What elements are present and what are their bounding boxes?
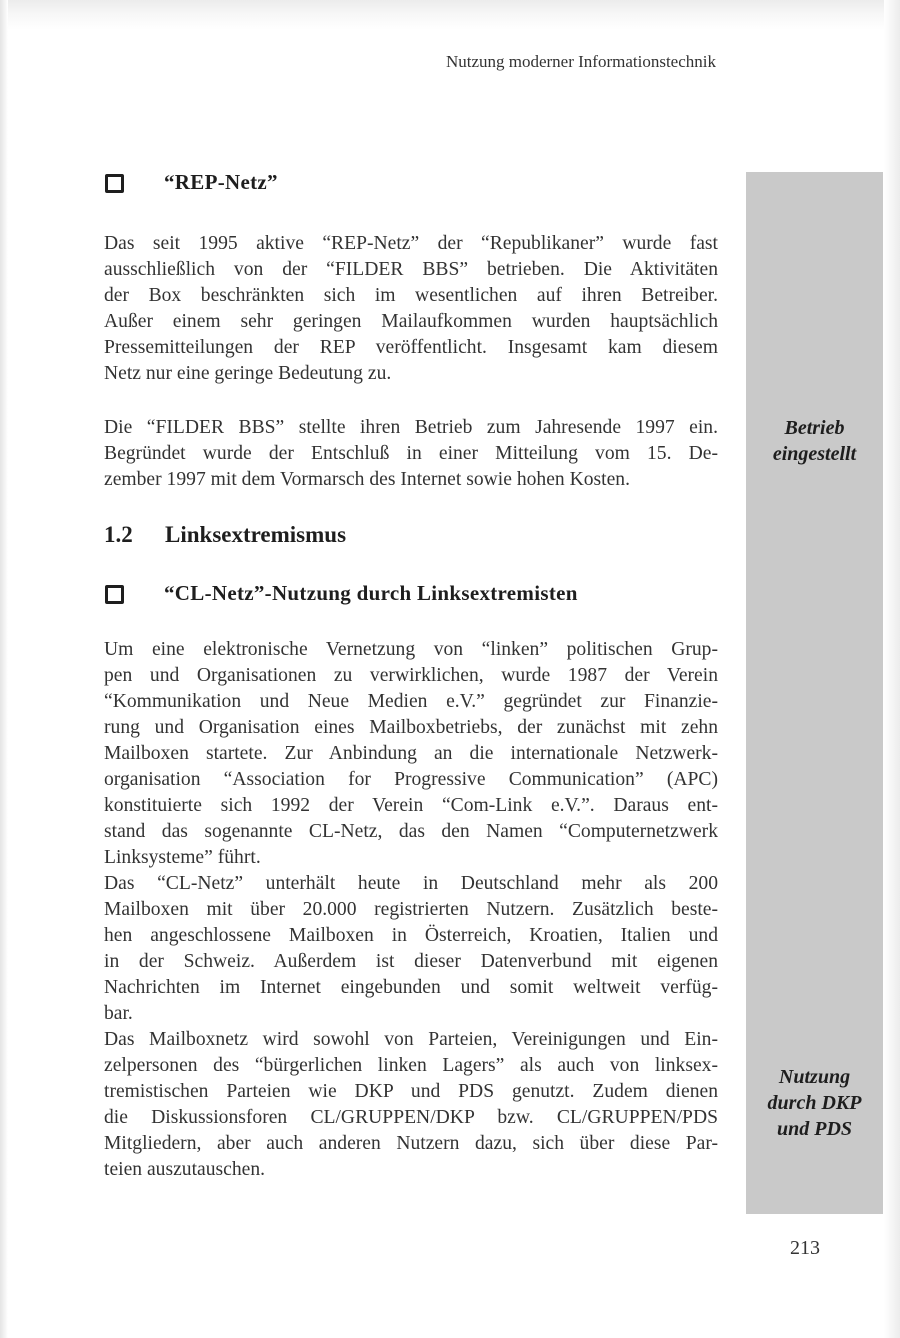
- text-line: Linksysteme” führt.: [104, 847, 261, 868]
- margin-note-betrieb-eingestellt: [746, 415, 883, 467]
- text-line: Außer einem sehr geringen Mailaufkommen wurden hauptsächlich: [104, 311, 718, 332]
- text-line: hen angeschlossene Mailboxen in Österreich, Kroatien, Italien und: [104, 925, 718, 946]
- running-head: Nutzung moderner Informationstechnik: [445, 52, 716, 71]
- text-line: tremistischen Parteien wie DKP und PDS genutzt. Zudem dienen: [104, 1081, 718, 1102]
- text-line: Die “FILDER BBS” stellte ihren Betrieb zum Jahresende 1997 ein.: [104, 417, 718, 438]
- text-line: in der Schweiz. Außerdem ist dieser Datenverbund mit eigenen: [104, 951, 718, 972]
- paragraph-cl-2: [104, 871, 718, 1027]
- text-line: die Diskussionsforen CL/GRUPPEN/DKP bzw. CL/GRUPPEN/PDS: [104, 1107, 718, 1128]
- text-line: bar.: [104, 1003, 133, 1024]
- heading-rep-netz: “REP-Netz”: [164, 170, 278, 194]
- checkbox-bullet-icon: [105, 174, 124, 193]
- text-line: Das “CL-Netz” unterhält heute in Deutschland mehr als 200: [104, 873, 718, 894]
- page-left-shadow: [0, 0, 8, 1338]
- paragraph-cl-3: [104, 1027, 718, 1183]
- page-number: 213: [790, 1237, 820, 1259]
- checkbox-bullet-icon: [105, 585, 124, 604]
- text-line: rung und Organisation eines Mailboxbetriebs, der zunächst mit zehn: [104, 717, 718, 738]
- text-line: konstituierte sich 1992 der Verein “Com-Link e.V.”. Daraus ent-: [104, 795, 718, 816]
- text-line: organisation “Association for Progressive Communication” (APC): [104, 769, 718, 790]
- margin-note-line: Nutzung: [778, 1066, 851, 1088]
- margin-note-line: eingestellt: [772, 443, 857, 465]
- margin-note-nutzung-dkp-pds: [746, 1064, 883, 1142]
- text-line: pen und Organisationen zu verwirklichen, wurde 1987 der Verein: [104, 665, 718, 686]
- heading-cl-netz: “CL-Netz”-Nutzung durch Linksextremisten: [164, 581, 578, 605]
- text-line: “Kommunikation und Neue Medien e.V.” gegründet zur Finanzie-: [104, 691, 718, 712]
- text-line: der Box beschränkten sich im wesentlichen auf ihren Betreiber.: [104, 285, 718, 306]
- paragraph-rep-2: [104, 415, 718, 493]
- text-line: Netz nur eine geringe Bedeutung zu.: [104, 363, 392, 384]
- text-line: Begründet wurde der Entschluß in einer Mitteilung vom 15. De-: [104, 443, 718, 464]
- margin-note-line: und PDS: [776, 1118, 853, 1140]
- text-line: Nachrichten im Internet eingebunden und somit weltweit verfüg-: [104, 977, 718, 998]
- text-line: Das Mailboxnetz wird sowohl von Parteien, Vereinigungen und Ein-: [104, 1029, 718, 1050]
- text-line: Um eine elektronische Vernetzung von “linken” politischen Grup-: [104, 639, 718, 660]
- section-number: 1.2: [104, 522, 133, 547]
- text-line: teien auszutauschen.: [104, 1159, 266, 1180]
- text-line: zelpersonen des “bürgerlichen linken Lagers” als auch von linksex-: [104, 1055, 718, 1076]
- text-line: Das seit 1995 aktive “REP-Netz” der “Republikaner” wurde fast: [104, 233, 718, 254]
- text-line: Mailboxen mit über 20.000 registrierten Nutzern. Zusätzlich beste-: [104, 899, 718, 920]
- text-line: zember 1997 mit dem Vormarsch des Internet sowie hohen Kosten.: [104, 469, 631, 490]
- section-title: Linksextremismus: [165, 522, 347, 547]
- paragraph-rep-1: [104, 231, 718, 387]
- text-line: Mailboxen startete. Zur Anbindung an die internationale Netzwerk-: [104, 743, 718, 764]
- text-line: ausschließlich von der “FILDER BBS” betrieben. Die Aktivitäten: [104, 259, 718, 280]
- margin-note-line: Betrieb: [784, 417, 845, 439]
- paragraph-cl-1: [104, 637, 718, 871]
- text-line: Pressemitteilungen der REP veröffentlicht. Insgesamt kam diesem: [104, 337, 718, 358]
- page-right-shadow: [884, 0, 900, 1338]
- text-line: stand das sogenannte CL-Netz, das den Namen “Computernetzwerk: [104, 821, 718, 842]
- text-line: Mitgliedern, aber auch anderen Nutzern dazu, sich über diese Par-: [104, 1133, 718, 1154]
- margin-column-band: [746, 172, 883, 1214]
- margin-note-line: durch DKP: [767, 1092, 862, 1114]
